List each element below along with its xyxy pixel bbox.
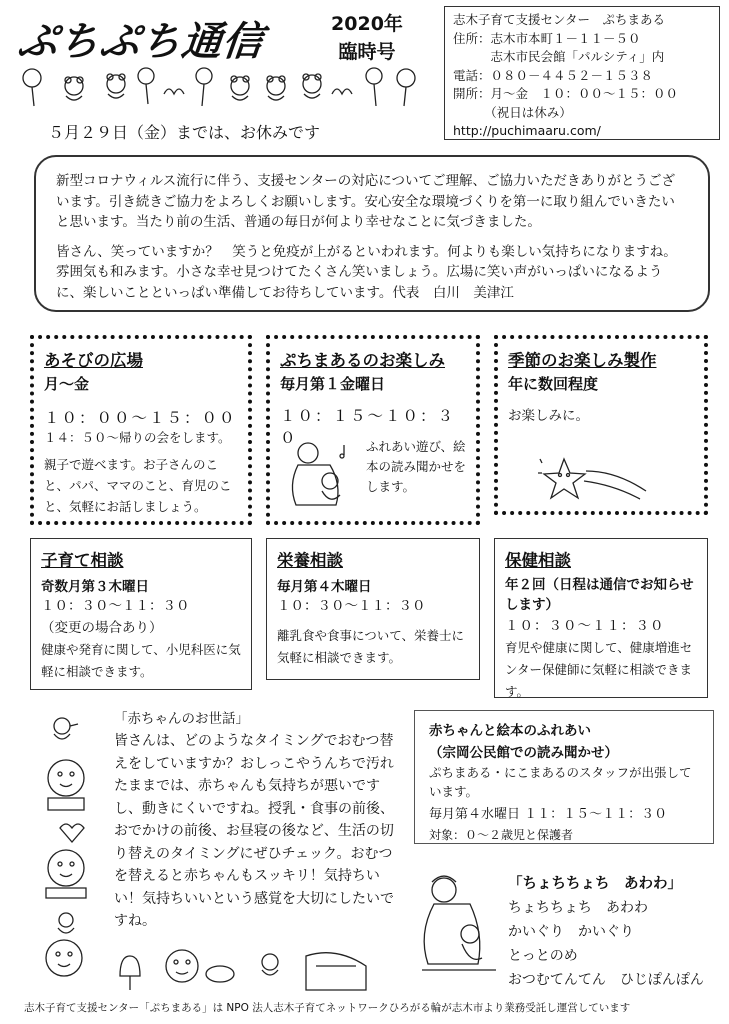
- mother-child-play-illustration: [412, 872, 502, 982]
- kosodate-days: 奇数月第３木曜日: [41, 579, 149, 595]
- kosodate-box: [30, 538, 252, 690]
- eiyou-title: 栄養相談: [277, 551, 343, 570]
- warabe-line-4: おつむてんてん ひじぽんぽん: [508, 972, 704, 988]
- warabe-uta: [508, 872, 718, 992]
- issue-edition: 臨時号: [338, 41, 396, 63]
- footer-note: 志木子育て支援センター「ぷちまある」は NPO 法人志木子育てネットワークひろがる輪が志木市より業務受託し運営しています: [24, 1002, 631, 1014]
- ehon-staff: ぷちまある・にこまあるのスタッフが出張しています。: [429, 765, 692, 799]
- center-address: 住所：志木市本町１－１１－５０: [453, 30, 641, 46]
- eiyou-box: [266, 538, 480, 680]
- kosodate-title: 子育て相談: [41, 551, 124, 570]
- ehon-place: （宗岡公民館での読み聞かせ）: [429, 745, 618, 761]
- newsletter-title: ぷちぷち通信: [15, 19, 267, 65]
- greeting-message: [34, 155, 710, 312]
- hoken-time: １０：３０～１１：３０: [505, 618, 665, 634]
- warabe-line-2: かいぐり かいぐり: [508, 924, 634, 940]
- mother-child-illustration: [278, 435, 358, 515]
- hoken-box: [494, 538, 708, 698]
- asobi-title: あそびの広場: [44, 351, 143, 370]
- center-url[interactable]: http://puchimaaru.com/: [453, 123, 601, 138]
- hoken-desc: 育児や健康に関して、健康増進センター保健師に気軽に相談できます。: [505, 640, 693, 699]
- asobi-days: 月～金: [44, 375, 90, 393]
- warabe-line-1: ちょちちょち あわわ: [508, 900, 648, 916]
- asobi-time: １０：００～１５：００: [44, 409, 237, 427]
- asobi-desc: 親子で遊べます。お子さんのこと、パパ、ママのこと、育児のこと、気軽にお話しましょう。: [44, 457, 232, 514]
- osewa-section: [114, 708, 394, 933]
- kosodate-note: （変更の場合あり）: [41, 620, 163, 636]
- warabe-title: 「ちょちちょち あわわ」: [508, 876, 682, 892]
- closed-notice: ５月２９日（金）までは、お休みです: [48, 123, 321, 142]
- asobi-box: [30, 335, 252, 525]
- issue-label: [322, 10, 412, 66]
- center-info-box: [444, 6, 720, 140]
- center-phone: 電話：０８０－４４５２－１５３８: [453, 67, 654, 83]
- baby-characters-illustration: [26, 708, 116, 988]
- eiyou-days: 毎月第４木曜日: [277, 579, 372, 595]
- message-paragraph-2: 皆さん、笑っていますか？ 笑うと免疫が上がるといわれます。何よりも楽しい気持ちになりますね。雰囲気も和みます。小さな幸せ見つけてたくさん笑いましょう。広場に笑い声がいっぱいになるように、楽しいことといっぱい準備してお待ちしています。代表 白川 美津江: [56, 243, 677, 301]
- ehon-target: 対象：０～２歳児と保護者: [429, 828, 574, 842]
- ehon-box: [414, 710, 714, 844]
- tanoshimi-box: [266, 335, 480, 525]
- hoken-days: 年２回（日程は通信でお知らせします）: [505, 577, 694, 613]
- center-name: 志木子育て支援センター ぷちまある: [453, 12, 666, 27]
- hoken-title: 保健相談: [505, 551, 571, 570]
- center-holiday: （祝日は休み）: [453, 104, 572, 120]
- ehon-schedule: 毎月第４水曜日 １１：１５～１１：３０: [429, 807, 668, 822]
- kosodate-time: １０：３０～１１：３０: [41, 598, 190, 614]
- osewa-title: 「赤ちゃんのお世話」: [114, 711, 249, 727]
- kisetsu-box: [494, 335, 708, 515]
- kisetsu-freq: 年に数回程度: [508, 375, 599, 393]
- eiyou-desc: 離乳食や食事について、栄養士に気軽に相談できます。: [277, 628, 465, 665]
- issue-year: 2020年: [331, 13, 403, 35]
- kosodate-desc: 健康や発育に関して、小児科医に気軽に相談できます。: [41, 642, 241, 679]
- animal-balloon-illustration: [14, 64, 424, 108]
- asobi-note: １４：５０～帰りの会をします。: [44, 430, 231, 445]
- tanoshimi-days: 毎月第１金曜日: [280, 375, 386, 393]
- baby-nap-illustration: [110, 936, 390, 996]
- kisetsu-desc: お楽しみに。: [508, 408, 589, 424]
- center-hours: 開所：月～金 １０：００～１５：００: [453, 86, 679, 101]
- tanoshimi-desc: ふれあい遊び、絵本の読み聞かせをします。: [366, 439, 467, 494]
- tanoshimi-title: ぷちまあるのお楽しみ: [280, 351, 445, 370]
- ehon-title: 赤ちゃんと絵本のふれあい: [429, 723, 591, 739]
- warabe-line-3: とっとのめ: [508, 948, 578, 964]
- message-paragraph-1: 新型コロナウィルス流行に伴う、支援センターの対応についてご理解、ご協力いただきありがとうございます。引き続きご協力をよろしくお願いします。安心安全な環境づくりを第一に取り組んでいきたいと思います。当たり前の生活、普通の毎日が何より幸せなことに気づきました。: [56, 173, 675, 230]
- kisetsu-title: 季節のお楽しみ製作: [508, 351, 657, 370]
- eiyou-time: １０：３０～１１：３０: [277, 598, 426, 614]
- tanoshimi-time: １０：１５～１０：３０: [280, 407, 456, 447]
- osewa-body: 皆さんは、どのようなタイミングでおむつ替えをしていますか？おしっこやうんちで汚れたままでは、赤ちゃんも気持ちが悪いですし、動きにくいですね。授乳・食事の前後、おでかけの前後、お昼寝の後など、生活の切り替えのタイミングにぜひチェック。おむつを替えると赤ちゃんもスッキリ！気持ちいい！気持ちいいという感覚を大切にしたいですね。: [114, 733, 394, 929]
- shooting-star-illustration: [534, 449, 654, 509]
- center-address-building: 志木市民会館「パルシティ」内: [453, 49, 665, 64]
